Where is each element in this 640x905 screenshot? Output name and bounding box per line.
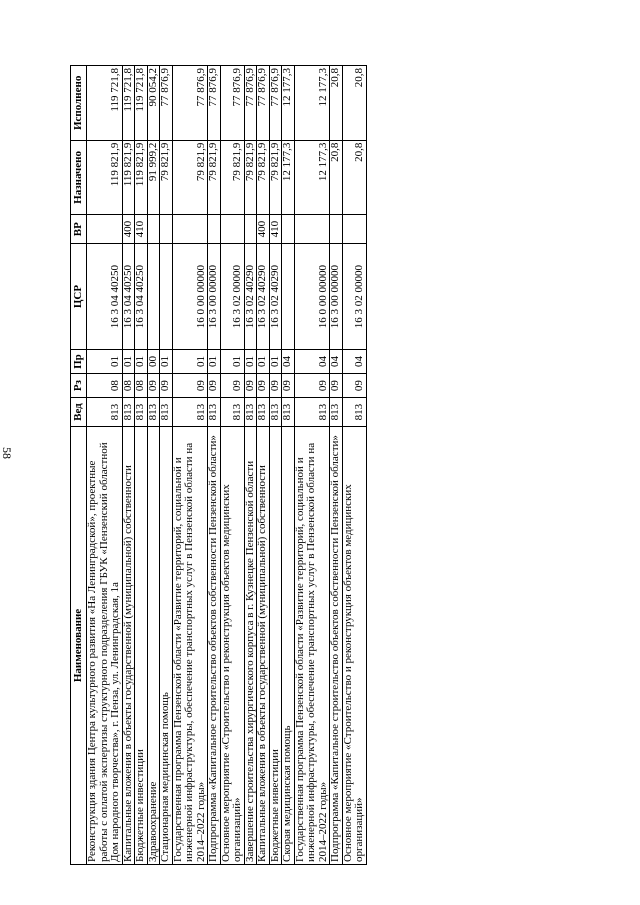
cell-rz: 09 bbox=[330, 374, 343, 398]
cell-ved: 813 bbox=[122, 398, 135, 427]
budget-table bbox=[70, 65, 367, 865]
cell-ved: 813 bbox=[160, 398, 173, 427]
cell-executed: 12 177,3 bbox=[294, 66, 330, 141]
cell-executed: 77 876,9 bbox=[208, 66, 221, 141]
cell-executed: 12 177,3 bbox=[282, 66, 295, 141]
cell-csr: 16 3 00 00000 bbox=[208, 244, 221, 350]
table-row bbox=[220, 66, 244, 865]
cell-executed: 77 876,9 bbox=[269, 66, 282, 141]
cell-csr: 16 3 04 40250 bbox=[135, 244, 148, 350]
cell-ved: 813 bbox=[87, 398, 123, 427]
cell-vr bbox=[160, 215, 173, 244]
table-row bbox=[135, 66, 148, 865]
cell-name: Завершение строительства хирургического корпуса в г. Кузнецке Пензенской области bbox=[244, 427, 257, 865]
table-row bbox=[208, 66, 221, 865]
cell-vr: 410 bbox=[269, 215, 282, 244]
cell-rz: 09 bbox=[208, 374, 221, 398]
cell-name: Подпрограмма «Капитальное строительство объектов собственности Пензенской области» bbox=[208, 427, 221, 865]
cell-rz: 08 bbox=[87, 374, 123, 398]
cell-rz: 09 bbox=[342, 374, 366, 398]
table-row bbox=[122, 66, 135, 865]
cell-csr: 16 3 04 40250 bbox=[87, 244, 123, 350]
cell-vr bbox=[282, 215, 295, 244]
cell-name: Государственная программа Пензенской области «Развитие территорий, социальной и инженерной инфраструктуры, обеспечение транспортных услуг в Пензенской области на 2014–2022 годы» bbox=[294, 427, 330, 865]
cell-ved: 813 bbox=[342, 398, 366, 427]
cell-csr: 16 3 02 40290 bbox=[257, 244, 270, 350]
cell-assigned: 119 821,9 bbox=[135, 140, 148, 215]
cell-csr: 16 3 02 40290 bbox=[269, 244, 282, 350]
cell-csr: 16 3 02 00000 bbox=[220, 244, 244, 350]
cell-name: Основное мероприятие «Строительство и реконструкция объектов медицинских организаций» bbox=[342, 427, 366, 865]
cell-assigned: 20,8 bbox=[330, 140, 343, 215]
cell-assigned: 91 999,2 bbox=[147, 140, 160, 215]
cell-assigned: 79 821,9 bbox=[160, 140, 173, 215]
cell-pr: 01 bbox=[87, 350, 123, 374]
cell-executed: 119 721,8 bbox=[135, 66, 148, 141]
cell-vr bbox=[220, 215, 244, 244]
rotated-table-container bbox=[70, 65, 598, 865]
cell-vr: 400 bbox=[122, 215, 135, 244]
cell-pr: 01 bbox=[172, 350, 208, 374]
cell-pr: 01 bbox=[220, 350, 244, 374]
cell-assigned: 20,8 bbox=[342, 140, 366, 215]
cell-name: Реконструкция здания Центра культурного развития «На Ленинградской», проектные работы с оплатой экспертизы структурного подразделения ГБУК «Пензенский областной Дом народного творчества», г. Пенза, ул. Ленинградская, 1а bbox=[87, 427, 123, 865]
cell-csr: 16 3 02 00000 bbox=[342, 244, 366, 350]
cell-pr: 00 bbox=[147, 350, 160, 374]
cell-executed: 90 054,2 bbox=[147, 66, 160, 141]
cell-pr: 01 bbox=[122, 350, 135, 374]
cell-pr: 04 bbox=[294, 350, 330, 374]
header-ved: Вед bbox=[71, 398, 87, 427]
cell-rz: 08 bbox=[135, 374, 148, 398]
cell-pr: 04 bbox=[342, 350, 366, 374]
cell-ved: 813 bbox=[135, 398, 148, 427]
cell-pr: 04 bbox=[282, 350, 295, 374]
cell-csr bbox=[147, 244, 160, 350]
header-csr: ЦСР bbox=[71, 244, 87, 350]
table-row bbox=[330, 66, 343, 865]
cell-ved: 813 bbox=[244, 398, 257, 427]
cell-ved: 813 bbox=[330, 398, 343, 427]
cell-ved: 813 bbox=[172, 398, 208, 427]
table-row bbox=[87, 66, 123, 865]
cell-vr bbox=[87, 215, 123, 244]
cell-csr bbox=[282, 244, 295, 350]
table-row bbox=[160, 66, 173, 865]
cell-assigned: 79 821,9 bbox=[172, 140, 208, 215]
cell-vr bbox=[330, 215, 343, 244]
cell-csr: 16 3 02 40290 bbox=[244, 244, 257, 350]
header-assigned: Назначено bbox=[71, 140, 87, 215]
table-row bbox=[342, 66, 366, 865]
table-body bbox=[87, 66, 367, 865]
cell-name: Государственная программа Пензенской области «Развитие территорий, социальной и инженерной инфраструктуры, обеспечение транспортных услуг в Пензенской области на 2014–2022 годы» bbox=[172, 427, 208, 865]
cell-ved: 813 bbox=[269, 398, 282, 427]
table-row bbox=[269, 66, 282, 865]
cell-rz: 09 bbox=[244, 374, 257, 398]
cell-name: Здравоохранение bbox=[147, 427, 160, 865]
cell-rz: 08 bbox=[122, 374, 135, 398]
cell-rz: 09 bbox=[269, 374, 282, 398]
cell-pr: 01 bbox=[160, 350, 173, 374]
cell-pr: 01 bbox=[269, 350, 282, 374]
cell-rz: 09 bbox=[257, 374, 270, 398]
cell-vr bbox=[342, 215, 366, 244]
cell-name: Стационарная медицинская помощь bbox=[160, 427, 173, 865]
cell-rz: 09 bbox=[282, 374, 295, 398]
cell-rz: 09 bbox=[160, 374, 173, 398]
header-name: Наименование bbox=[71, 427, 87, 865]
cell-csr: 16 0 00 00000 bbox=[294, 244, 330, 350]
header-vr: ВР bbox=[71, 215, 87, 244]
cell-vr bbox=[208, 215, 221, 244]
cell-rz: 09 bbox=[220, 374, 244, 398]
cell-executed: 119 721,8 bbox=[122, 66, 135, 141]
cell-vr: 410 bbox=[135, 215, 148, 244]
header-executed: Исполнено bbox=[71, 66, 87, 141]
cell-ved: 813 bbox=[257, 398, 270, 427]
cell-name: Бюджетные инвестиции bbox=[135, 427, 148, 865]
cell-name: Скорая медицинская помощь bbox=[282, 427, 295, 865]
cell-assigned: 119 821,9 bbox=[87, 140, 123, 215]
cell-assigned: 79 821,9 bbox=[257, 140, 270, 215]
cell-assigned: 79 821,9 bbox=[208, 140, 221, 215]
cell-executed: 77 876,9 bbox=[257, 66, 270, 141]
cell-ved: 813 bbox=[147, 398, 160, 427]
cell-rz: 09 bbox=[294, 374, 330, 398]
table-row bbox=[244, 66, 257, 865]
cell-csr: 16 0 00 00000 bbox=[172, 244, 208, 350]
cell-executed: 119 721,8 bbox=[87, 66, 123, 141]
cell-pr: 01 bbox=[208, 350, 221, 374]
cell-executed: 20,8 bbox=[342, 66, 366, 141]
cell-assigned: 79 821,9 bbox=[269, 140, 282, 215]
cell-assigned: 12 177,3 bbox=[294, 140, 330, 215]
cell-rz: 09 bbox=[147, 374, 160, 398]
table-row bbox=[257, 66, 270, 865]
cell-ved: 813 bbox=[294, 398, 330, 427]
table-row bbox=[282, 66, 295, 865]
cell-csr: 16 3 00 00000 bbox=[330, 244, 343, 350]
cell-executed: 77 876,9 bbox=[172, 66, 208, 141]
cell-assigned: 119 821,9 bbox=[122, 140, 135, 215]
cell-name: Основное мероприятие «Строительство и реконструкция объектов медицинских организаций» bbox=[220, 427, 244, 865]
cell-executed: 77 876,9 bbox=[160, 66, 173, 141]
cell-name: Капитальные вложения в объекты государственной (муниципальной) собственности bbox=[122, 427, 135, 865]
cell-pr: 01 bbox=[257, 350, 270, 374]
cell-pr: 01 bbox=[244, 350, 257, 374]
cell-rz: 09 bbox=[172, 374, 208, 398]
cell-vr bbox=[172, 215, 208, 244]
cell-vr bbox=[294, 215, 330, 244]
cell-assigned: 79 821,9 bbox=[220, 140, 244, 215]
cell-pr: 01 bbox=[135, 350, 148, 374]
cell-vr bbox=[244, 215, 257, 244]
cell-vr bbox=[147, 215, 160, 244]
table-header-row bbox=[71, 66, 87, 865]
cell-name: Капитальные вложения в объекты государственной (муниципальной) собственности bbox=[257, 427, 270, 865]
header-pr: Пр bbox=[71, 350, 87, 374]
cell-pr: 04 bbox=[330, 350, 343, 374]
table-row bbox=[147, 66, 160, 865]
cell-executed: 20,8 bbox=[330, 66, 343, 141]
cell-ved: 813 bbox=[208, 398, 221, 427]
cell-executed: 77 876,9 bbox=[220, 66, 244, 141]
cell-ved: 813 bbox=[282, 398, 295, 427]
cell-assigned: 12 177,3 bbox=[282, 140, 295, 215]
page-number: 58 bbox=[0, 447, 14, 459]
cell-ved: 813 bbox=[220, 398, 244, 427]
cell-vr: 400 bbox=[257, 215, 270, 244]
cell-csr: 16 3 04 40250 bbox=[122, 244, 135, 350]
table-row bbox=[172, 66, 208, 865]
cell-name: Подпрограмма «Капитальное строительство объектов собственности Пензенской области» bbox=[330, 427, 343, 865]
cell-assigned: 79 821,9 bbox=[244, 140, 257, 215]
table-row bbox=[294, 66, 330, 865]
cell-csr bbox=[160, 244, 173, 350]
cell-name: Бюджетные инвестиции bbox=[269, 427, 282, 865]
cell-executed: 77 876,9 bbox=[244, 66, 257, 141]
header-rz: Рз bbox=[71, 374, 87, 398]
